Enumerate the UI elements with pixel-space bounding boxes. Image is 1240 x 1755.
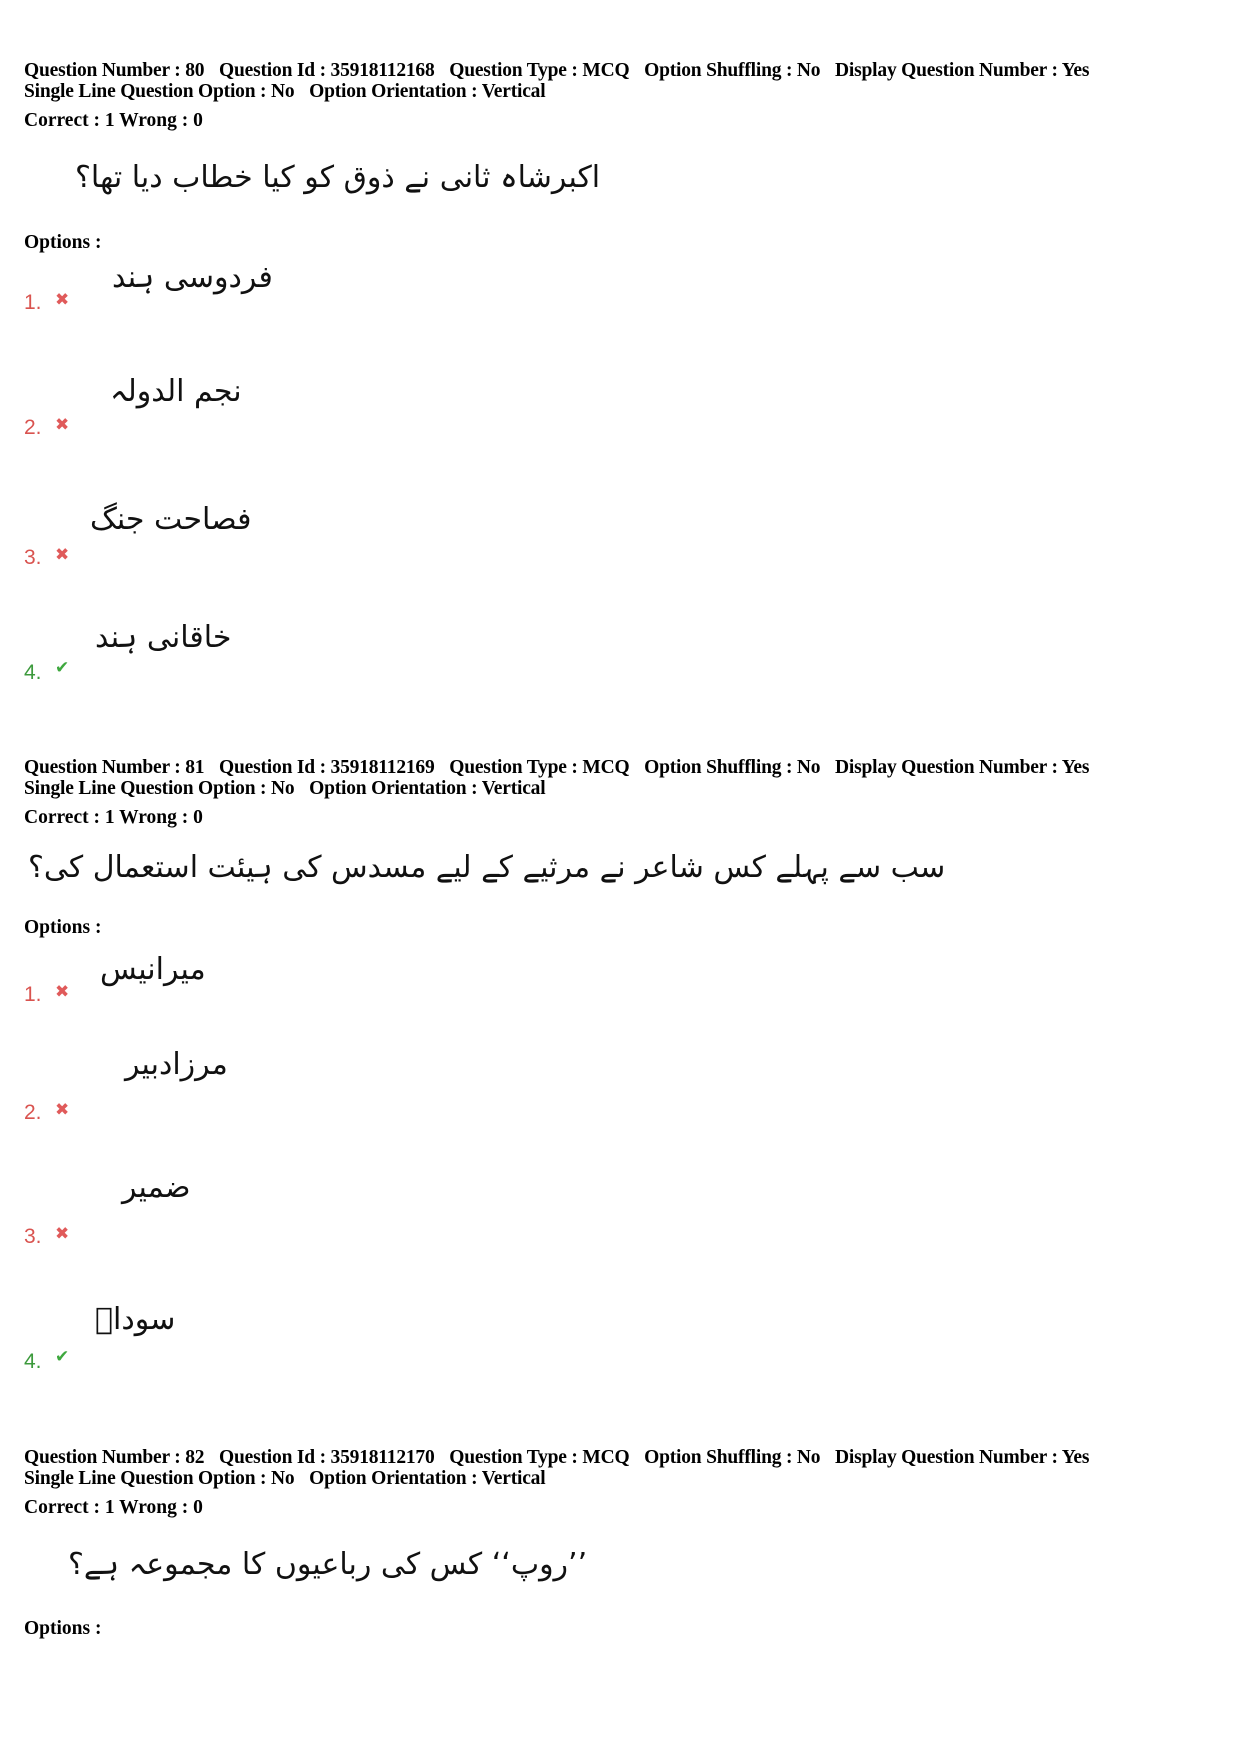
- correct-wrong-marks: Correct : 1 Wrong : 0: [24, 110, 203, 131]
- single-line-question-option: Single Line Question Option : No: [24, 1468, 295, 1489]
- options-label: Options :: [24, 1618, 102, 1639]
- question-id: Question Id : 35918112169: [219, 757, 435, 778]
- check-icon: ✔: [55, 1347, 70, 1367]
- question-text: سب سے پہلے کس شاعر نے مرثیے کے لیے مسدس کی ہیئت استعمال کی؟: [28, 850, 946, 885]
- option-text: فردوسی ہند: [112, 260, 273, 295]
- question-number: Question Number : 80: [24, 60, 205, 81]
- cross-icon: ✖: [55, 545, 70, 565]
- question-meta-line-1: [24, 60, 1214, 81]
- question-81-header: [24, 757, 1214, 829]
- question-meta-line-2: [24, 1468, 1214, 1489]
- question-number: Question Number : 81: [24, 757, 205, 778]
- display-question-number: Display Question Number : Yes: [835, 60, 1090, 81]
- option-number: 2.: [24, 416, 42, 439]
- option-shuffling: Option Shuffling : No: [644, 60, 821, 81]
- option-number: 3.: [24, 546, 42, 569]
- display-question-number: Display Question Number : Yes: [835, 1447, 1090, 1468]
- option-orientation: Option Orientation : Vertical: [309, 1468, 546, 1489]
- cross-icon: ✖: [55, 415, 70, 435]
- options-label: Options :: [24, 917, 102, 938]
- question-meta-line-2: [24, 81, 1214, 102]
- cross-icon: ✖: [55, 290, 70, 310]
- cross-icon: ✖: [55, 1100, 70, 1120]
- option-orientation: Option Orientation : Vertical: [309, 81, 546, 102]
- option-number: 1.: [24, 291, 42, 314]
- cross-icon: ✖: [55, 982, 70, 1002]
- single-line-question-option: Single Line Question Option : No: [24, 81, 295, 102]
- question-id: Question Id : 35918112170: [219, 1447, 435, 1468]
- option-text: مرزادبیر: [125, 1047, 228, 1082]
- option-number: 3.: [24, 1225, 42, 1248]
- option-number: 2.: [24, 1101, 42, 1124]
- option-number: 1.: [24, 983, 42, 1006]
- option-shuffling: Option Shuffling : No: [644, 1447, 821, 1468]
- cross-icon: ✖: [55, 1224, 70, 1244]
- option-orientation: Option Orientation : Vertical: [309, 778, 546, 799]
- question-82-header: [24, 1447, 1214, 1519]
- question-id: Question Id : 35918112168: [219, 60, 435, 81]
- question-meta-line-1: [24, 1447, 1214, 1468]
- option-number: 4.: [24, 661, 42, 684]
- single-line-question-option: Single Line Question Option : No: [24, 778, 295, 799]
- option-text: خاقانی ہند: [95, 620, 232, 655]
- display-question-number: Display Question Number : Yes: [835, 757, 1090, 778]
- options-label: Options :: [24, 232, 102, 253]
- question-number: Question Number : 82: [24, 1447, 205, 1468]
- question-meta-line-1: [24, 757, 1214, 778]
- question-type: Question Type : MCQ: [449, 60, 630, 81]
- correct-wrong-marks: Correct : 1 Wrong : 0: [24, 1497, 203, 1518]
- question-80-header: [24, 60, 1214, 132]
- question-text: اکبرشاہ ثانی نے ذوق کو کیا خطاب دیا تھا؟: [75, 160, 601, 195]
- check-icon: ✔: [55, 658, 70, 678]
- option-number: 4.: [24, 1350, 42, 1373]
- option-text: فصاحت جنگ: [90, 502, 252, 537]
- question-type: Question Type : MCQ: [449, 757, 630, 778]
- question-meta-line-2: [24, 778, 1214, 799]
- option-text: میرانیس: [100, 952, 206, 987]
- correct-wrong-marks: Correct : 1 Wrong : 0: [24, 807, 203, 828]
- option-text: سوداؔ: [95, 1302, 176, 1337]
- option-text: ضمیر: [122, 1170, 191, 1205]
- option-shuffling: Option Shuffling : No: [644, 757, 821, 778]
- question-type: Question Type : MCQ: [449, 1447, 630, 1468]
- option-text: نجم الدولہ: [110, 374, 242, 409]
- question-text: ’’روپ‘‘ کس کی رباعیوں کا مجموعہ ہے؟: [68, 1547, 588, 1582]
